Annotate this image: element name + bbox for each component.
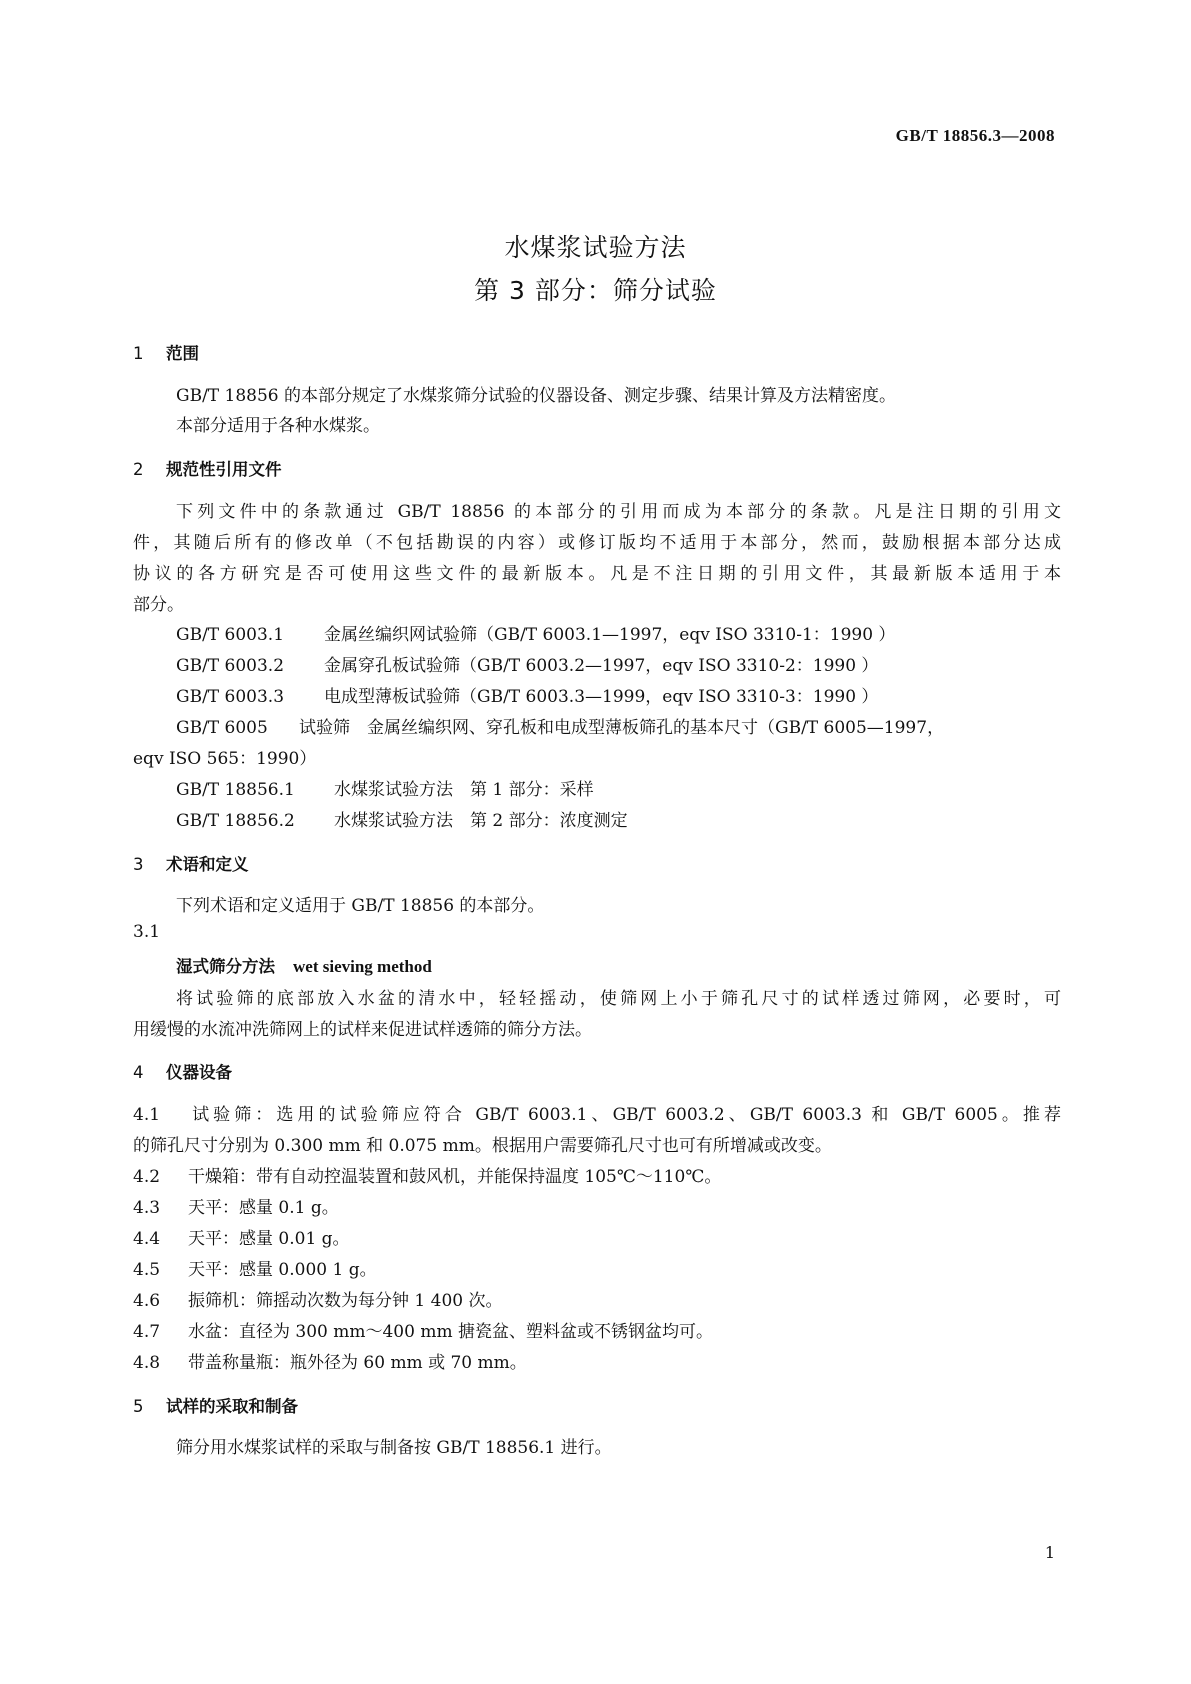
reference-code: GB/T 6003.2 xyxy=(176,656,285,676)
item-text: 带盖称量瓶：瓶外径为 60 mm 或 70 mm。 xyxy=(188,1353,527,1373)
reference-item xyxy=(176,713,944,738)
standard-number: GB/T 18856.3—2008 xyxy=(895,126,1055,145)
reference-item xyxy=(176,806,628,831)
definition-line: 用缓慢的水流冲洗筛网上的试样来促进试样透筛的筛分方法。 xyxy=(133,1020,592,1040)
equipment-item xyxy=(133,1317,713,1342)
item-text: 干燥箱：带有自动控温装置和鼓风机，并能保持温度 105℃～110℃。 xyxy=(188,1167,722,1187)
item-number: 4.6 xyxy=(133,1291,161,1311)
section-5-heading xyxy=(133,1393,298,1417)
item-text: 振筛机：筛摇动次数为每分钟 1 400 次。 xyxy=(188,1291,503,1311)
reference-continuation: eqv ISO 565：1990） xyxy=(133,749,317,769)
reference-code: GB/T 6003.1 xyxy=(176,625,285,645)
item-text: 试验筛：选用的试验筛应符合 GB/T 6003.1、GB/T 6003.2、GB/T 6003.3 和 GB/T 6005。推荐 xyxy=(188,1105,1061,1125)
section-number: 3 xyxy=(133,855,144,874)
equipment-item xyxy=(133,1224,350,1249)
section-4-heading xyxy=(133,1059,232,1083)
equipment-item xyxy=(133,1255,377,1280)
item-text: 天平：感量 0.01 g。 xyxy=(188,1229,350,1249)
reference-item xyxy=(176,620,895,645)
term-number: 3.1 xyxy=(133,922,161,942)
item-text: 天平：感量 0.1 g。 xyxy=(188,1198,339,1218)
section-1-heading xyxy=(133,340,199,364)
section-title: 仪器设备 xyxy=(166,1063,232,1082)
reference-title: 试验筛 金属丝编织网、穿孔板和电成型薄板筛孔的基本尺寸（GB/T 6005—1997， xyxy=(299,718,945,738)
item-number: 4.3 xyxy=(133,1198,161,1218)
paragraph: 本部分适用于各种水煤浆。 xyxy=(176,416,380,436)
paragraph-line: 部分。 xyxy=(133,595,184,615)
equipment-item xyxy=(133,1348,527,1373)
document-subtitle: 第 3 部分：筛分试验 xyxy=(474,276,717,305)
paragraph: 下列术语和定义适用于 GB/T 18856 的本部分。 xyxy=(176,896,545,916)
equipment-item-continuation: 的筛孔尺寸分别为 0.300 mm 和 0.075 mm。根据用户需要筛孔尺寸也可有所增减或改变。 xyxy=(133,1136,832,1156)
term-entry xyxy=(176,953,432,977)
section-3-heading xyxy=(133,851,249,875)
item-text: 天平：感量 0.000 1 g。 xyxy=(188,1260,377,1280)
reference-title: 水煤浆试验方法 第 2 部分：浓度测定 xyxy=(334,811,628,831)
paragraph-line: 下列文件中的条款通过 GB/T 18856 的本部分的引用而成为本部分的条款。凡是注日期的引用文 xyxy=(176,502,1061,522)
section-title: 规范性引用文件 xyxy=(166,460,282,479)
item-number: 4.4 xyxy=(133,1229,161,1249)
reference-title: 电成型薄板试验筛（GB/T 6003.3—1999，eqv ISO 3310-3：1990 ） xyxy=(324,687,879,707)
equipment-item xyxy=(133,1162,721,1187)
paragraph-line: 件，其随后所有的修改单（不包括勘误的内容）或修订版均不适用于本部分，然而，鼓励根据本部分达成 xyxy=(133,533,1061,553)
reference-code: GB/T 18856.2 xyxy=(176,811,295,831)
reference-item xyxy=(176,775,594,800)
equipment-item xyxy=(133,1286,502,1311)
reference-title: 金属穿孔板试验筛（GB/T 6003.2—1997，eqv ISO 3310-2：1990 ） xyxy=(324,656,879,676)
section-title: 范围 xyxy=(166,344,199,363)
section-number: 5 xyxy=(133,1397,144,1416)
section-number: 4 xyxy=(133,1063,144,1082)
item-text: 水盆：直径为 300 mm～400 mm 搪瓷盆、塑料盆或不锈钢盆均可。 xyxy=(188,1322,713,1342)
equipment-item xyxy=(133,1100,1061,1125)
reference-title: 水煤浆试验方法 第 1 部分：采样 xyxy=(334,780,594,800)
paragraph: 筛分用水煤浆试样的采取与制备按 GB/T 18856.1 进行。 xyxy=(176,1438,612,1458)
section-title: 试样的采取和制备 xyxy=(166,1397,298,1416)
term-chinese: 湿式筛分方法 xyxy=(176,957,275,976)
item-number: 4.2 xyxy=(133,1167,161,1187)
item-number: 4.8 xyxy=(133,1353,161,1373)
section-2-heading xyxy=(133,456,282,480)
reference-code: GB/T 6003.3 xyxy=(176,687,285,707)
equipment-item xyxy=(133,1193,339,1218)
reference-item xyxy=(176,682,878,707)
item-number: 4.1 xyxy=(133,1105,161,1125)
definition-line: 将试验筛的底部放入水盆的清水中，轻轻摇动，使筛网上小于筛孔尺寸的试样透过筛网，必要时，可 xyxy=(176,989,1061,1009)
paragraph: GB/T 18856 的本部分规定了水煤浆筛分试验的仪器设备、测定步骤、结果计算及方法精密度。 xyxy=(176,386,897,406)
section-number: 1 xyxy=(133,344,144,363)
reference-code: GB/T 6005 xyxy=(176,718,268,738)
reference-title: 金属丝编织网试验筛（GB/T 6003.1—1997，eqv ISO 3310-1：1990 ） xyxy=(324,625,896,645)
term-english: wet sieving method xyxy=(293,957,432,976)
paragraph-line: 协议的各方研究是否可使用这些文件的最新版本。凡是不注日期的引用文件，其最新版本适用于本 xyxy=(133,564,1061,584)
item-number: 4.5 xyxy=(133,1260,161,1280)
section-number: 2 xyxy=(133,460,144,479)
section-title: 术语和定义 xyxy=(166,855,249,874)
document-title: 水煤浆试验方法 xyxy=(504,233,687,262)
item-number: 4.7 xyxy=(133,1322,161,1342)
page-number: 1 xyxy=(1044,1543,1055,1562)
reference-code: GB/T 18856.1 xyxy=(176,780,295,800)
reference-item xyxy=(176,651,878,676)
